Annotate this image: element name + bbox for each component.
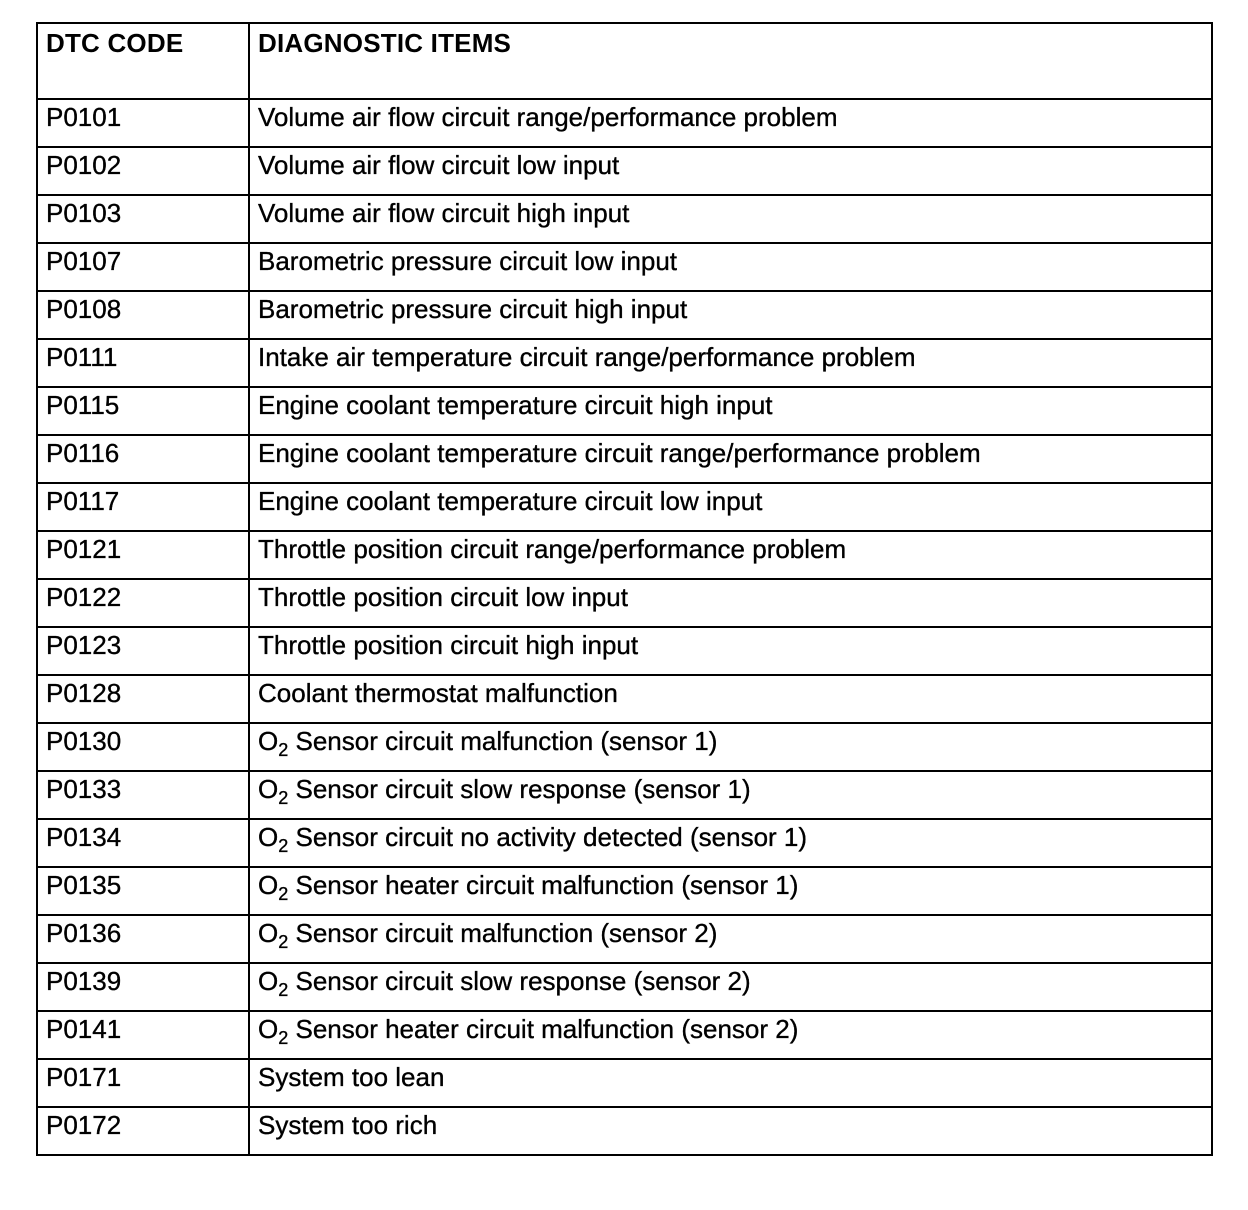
- table-row: [37, 723, 1212, 771]
- diagnostic-item-prefix: O: [258, 726, 279, 756]
- diagnostic-item-text: Engine coolant temperature circuit high input: [258, 390, 773, 420]
- diagnostic-item-cell: [249, 579, 1212, 627]
- dtc-code-cell: P0141: [37, 1011, 249, 1059]
- diagnostic-item-cell: [249, 771, 1212, 819]
- table-row: [37, 771, 1212, 819]
- table-row: [37, 867, 1212, 915]
- diagnostic-item-text: Volume air flow circuit low input: [258, 150, 620, 180]
- diagnostic-item-cell: [249, 147, 1212, 195]
- diagnostic-item-text: Throttle position circuit low input: [258, 582, 628, 612]
- diagnostic-item-text: Throttle position circuit range/performance problem: [258, 534, 847, 564]
- diagnostic-item-prefix: O: [258, 822, 279, 852]
- diagnostic-item-cell: [249, 723, 1212, 771]
- diagnostic-item-text: Barometric pressure circuit high input: [258, 294, 688, 324]
- diagnostic-item-cell: [249, 99, 1212, 147]
- dtc-code-cell: P0108: [37, 291, 249, 339]
- diagnostic-item-cell: [249, 867, 1212, 915]
- diagnostic-item-cell: [249, 1107, 1212, 1155]
- dtc-code-table: [36, 22, 1213, 1156]
- table-row: [37, 963, 1212, 1011]
- dtc-code-cell: P0101: [37, 99, 249, 147]
- dtc-code-cell: P0128: [37, 675, 249, 723]
- dtc-code-cell: P0135: [37, 867, 249, 915]
- table-row: [37, 1059, 1212, 1107]
- diagnostic-item-cell: [249, 627, 1212, 675]
- diagnostic-item-text: Volume air flow circuit high input: [258, 198, 630, 228]
- diagnostic-item-prefix: O: [258, 1014, 279, 1044]
- table-row: [37, 243, 1212, 291]
- table-row: [37, 291, 1212, 339]
- diagnostic-item-prefix: O: [258, 966, 279, 996]
- diagnostic-item-cell: [249, 963, 1212, 1011]
- diagnostic-item-prefix: O: [258, 774, 279, 804]
- table-row: [37, 915, 1212, 963]
- dtc-code-cell: P0103: [37, 195, 249, 243]
- table-row: [37, 627, 1212, 675]
- table-row: [37, 819, 1212, 867]
- diagnostic-item-text: Barometric pressure circuit low input: [258, 246, 678, 276]
- table-row: [37, 579, 1212, 627]
- diagnostic-item-cell: [249, 483, 1212, 531]
- diagnostic-item-text: Sensor circuit slow response (sensor 2): [288, 966, 751, 996]
- diagnostic-item-prefix: O: [258, 870, 279, 900]
- dtc-code-cell: P0123: [37, 627, 249, 675]
- dtc-code-cell: P0116: [37, 435, 249, 483]
- table-row: [37, 387, 1212, 435]
- table-row: [37, 1107, 1212, 1155]
- diagnostic-item-text: Engine coolant temperature circuit low input: [258, 486, 763, 516]
- diagnostic-item-cell: [249, 675, 1212, 723]
- diagnostic-item-text: Intake air temperature circuit range/performance problem: [258, 342, 916, 372]
- table-row: [37, 435, 1212, 483]
- header-diagnostic-items: DIAGNOSTIC ITEMS: [249, 23, 1212, 99]
- diagnostic-item-cell: [249, 387, 1212, 435]
- diagnostic-item-cell: [249, 195, 1212, 243]
- diagnostic-item-cell: [249, 1059, 1212, 1107]
- diagnostic-item-text: Volume air flow circuit range/performance problem: [258, 102, 838, 132]
- table-row: [37, 99, 1212, 147]
- table-body: [37, 99, 1212, 1155]
- table-row: [37, 531, 1212, 579]
- diagnostic-item-subscript: 2: [278, 836, 289, 856]
- table-row: [37, 339, 1212, 387]
- diagnostic-item-text: Throttle position circuit high input: [258, 630, 639, 660]
- dtc-code-cell: P0136: [37, 915, 249, 963]
- dtc-code-cell: P0121: [37, 531, 249, 579]
- diagnostic-item-cell: [249, 243, 1212, 291]
- diagnostic-item-text: System too lean: [258, 1062, 445, 1092]
- diagnostic-item-text: Sensor heater circuit malfunction (sensor 2): [288, 1014, 799, 1044]
- diagnostic-item-subscript: 2: [278, 788, 289, 808]
- dtc-code-cell: P0102: [37, 147, 249, 195]
- dtc-code-cell: P0130: [37, 723, 249, 771]
- diagnostic-item-text: Sensor heater circuit malfunction (sensor 1): [288, 870, 799, 900]
- dtc-code-cell: P0134: [37, 819, 249, 867]
- dtc-code-cell: P0115: [37, 387, 249, 435]
- diagnostic-item-cell: [249, 915, 1212, 963]
- diagnostic-item-text: System too rich: [258, 1110, 438, 1140]
- table-row: [37, 1011, 1212, 1059]
- dtc-code-cell: P0122: [37, 579, 249, 627]
- diagnostic-item-subscript: 2: [278, 932, 289, 952]
- table-row: [37, 195, 1212, 243]
- diagnostic-item-text: Engine coolant temperature circuit range/performance problem: [258, 438, 981, 468]
- dtc-code-cell: P0172: [37, 1107, 249, 1155]
- diagnostic-item-cell: [249, 291, 1212, 339]
- diagnostic-item-subscript: 2: [278, 740, 289, 760]
- diagnostic-item-cell: [249, 339, 1212, 387]
- dtc-code-cell: P0171: [37, 1059, 249, 1107]
- diagnostic-item-cell: [249, 1011, 1212, 1059]
- diagnostic-item-text: Sensor circuit no activity detected (sensor 1): [288, 822, 808, 852]
- diagnostic-item-text: Coolant thermostat malfunction: [258, 678, 618, 708]
- table-header-row: [37, 23, 1212, 99]
- header-dtc-code: DTC CODE: [37, 23, 249, 99]
- diagnostic-item-subscript: 2: [278, 1028, 289, 1048]
- dtc-code-cell: P0111: [37, 339, 249, 387]
- diagnostic-item-cell: [249, 435, 1212, 483]
- diagnostic-item-cell: [249, 531, 1212, 579]
- dtc-code-cell: P0139: [37, 963, 249, 1011]
- table-row: [37, 483, 1212, 531]
- diagnostic-item-subscript: 2: [278, 884, 289, 904]
- dtc-code-cell: P0117: [37, 483, 249, 531]
- dtc-code-cell: P0107: [37, 243, 249, 291]
- table-row: [37, 675, 1212, 723]
- diagnostic-item-prefix: O: [258, 918, 279, 948]
- diagnostic-item-text: Sensor circuit malfunction (sensor 1): [288, 726, 718, 756]
- diagnostic-item-text: Sensor circuit slow response (sensor 1): [288, 774, 751, 804]
- table-row: [37, 147, 1212, 195]
- dtc-code-cell: P0133: [37, 771, 249, 819]
- diagnostic-item-subscript: 2: [278, 980, 289, 1000]
- diagnostic-item-text: Sensor circuit malfunction (sensor 2): [288, 918, 718, 948]
- diagnostic-item-cell: [249, 819, 1212, 867]
